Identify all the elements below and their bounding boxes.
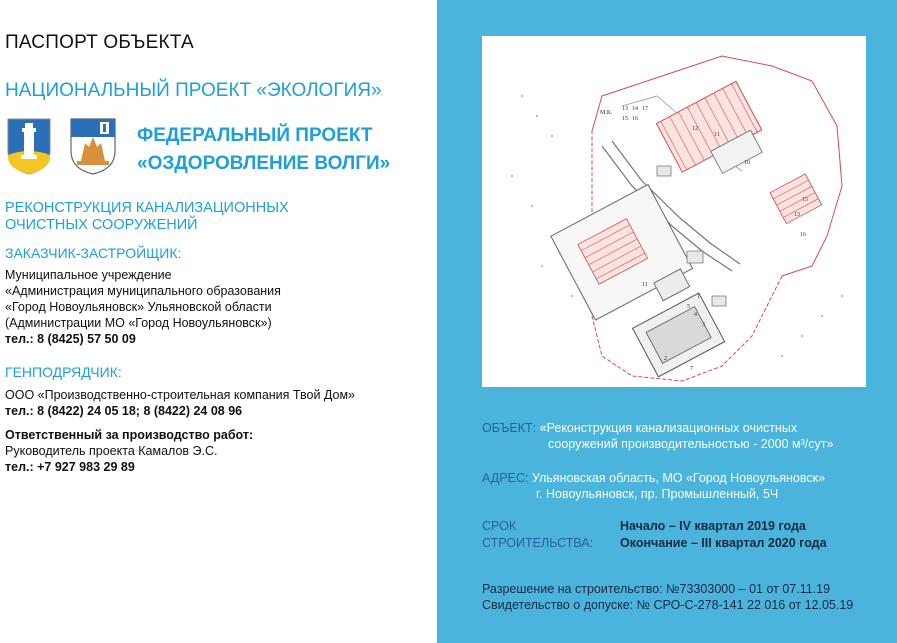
object-text-line2: сооружений производительностью - 2000 м³/сут» [548, 437, 834, 451]
plan-label: 3 [702, 322, 705, 328]
plan-label: 11 [714, 132, 720, 138]
customer-phone: тел.: 8 (8425) 57 50 09 [5, 332, 136, 346]
national-project-title: НАЦИОНАЛЬНЫЙ ПРОЕКТ «ЭКОЛОГИЯ» [5, 80, 382, 101]
plan-label: 2 [664, 356, 667, 362]
address-label: АДРЕС: [482, 471, 529, 485]
plan-label: 15 [622, 116, 628, 122]
plan-label: 11 [642, 282, 648, 288]
plan-label: 7 [690, 366, 693, 372]
customer-line: Муниципальное учреждение [5, 268, 172, 282]
term-label-line2: СТРОИТЕЛЬСТВА: [482, 536, 594, 550]
customer-heading: ЗАКАЗЧИК-ЗАСТРОЙЩИК: [5, 245, 182, 261]
plan-label: 13 [794, 212, 800, 218]
plan-label: 12 [692, 126, 698, 132]
contractor-name: ООО «Производственно-строительная компания Твой Дом» [5, 388, 355, 402]
plan-label: 1 [697, 294, 700, 300]
customer-line: «Город Новоульяновск» Ульяновской области [5, 300, 272, 314]
reconstruction-title-line1: РЕКОНСТРУКЦИЯ КАНАЛИЗАЦИОННЫХ [5, 200, 289, 216]
term-start: Начало – IV квартал 2019 года [620, 519, 806, 533]
plan-label: 17 [642, 106, 648, 112]
object-text-line1: «Реконструкция канализационных очистных [539, 421, 798, 435]
plan-label: 16 [800, 232, 806, 238]
novoulyanovsk-coat-of-arms-icon [69, 117, 117, 175]
passport-title: ПАСПОРТ ОБЪЕКТА [5, 32, 194, 53]
plan-label: 13 [622, 106, 628, 112]
plan-label: 5 [687, 304, 690, 310]
object-label: ОБЪЕКТ: [482, 421, 537, 435]
site-plan-drawing [482, 36, 866, 387]
reconstruction-title-line2: ОЧИСТНЫХ СООРУЖЕНИЙ [5, 217, 198, 233]
responsible-phone: тел.: +7 927 983 29 89 [5, 460, 135, 474]
customer-line: (Администрации МО «Город Новоульяновск») [5, 316, 272, 330]
object-line1 [482, 421, 797, 435]
responsible-name: Руководитель проекта Камалов Э.С. [5, 444, 218, 458]
address-line1 [482, 471, 825, 485]
customer-line: «Администрация муниципального образования [5, 284, 281, 298]
ulyanovsk-coat-of-arms-icon [6, 117, 52, 175]
federal-project-line2: «ОЗДОРОВЛЕНИЕ ВОЛГИ» [137, 153, 391, 174]
plan-label: 14 [632, 106, 638, 112]
construction-permit: Разрешение на строительство: №73303000 – 01 от 07.11.19 [482, 582, 831, 596]
contractor-phone: тел.: 8 (8422) 24 05 18; 8 (8422) 24 08 96 [5, 404, 243, 418]
address-text-line2: г. Новоульяновск, пр. Промышленный, 5Ч [536, 487, 779, 501]
term-label-line1: СРОК [482, 519, 517, 533]
plan-label: 15 [802, 197, 808, 203]
plan-label: 10 [744, 160, 750, 166]
address-text-line1: Ульяновская область, МО «Город Новоульяновск» [531, 471, 826, 485]
federal-project-line1: ФЕДЕРАЛЬНЫЙ ПРОЕКТ [137, 125, 373, 146]
admission-certificate: Свидетельство о допуске: № СРО-С-278-141 22 016 от 12.05.19 [482, 598, 854, 612]
term-end: Окончание – III квартал 2020 года [620, 536, 827, 550]
contractor-heading: ГЕНПОДРЯДЧИК: [5, 364, 122, 380]
plan-label: 16 [632, 116, 638, 122]
plan-label: 4 [694, 312, 697, 318]
plan-label: М.К. [600, 110, 613, 116]
responsible-heading: Ответственный за производство работ: [5, 428, 254, 442]
